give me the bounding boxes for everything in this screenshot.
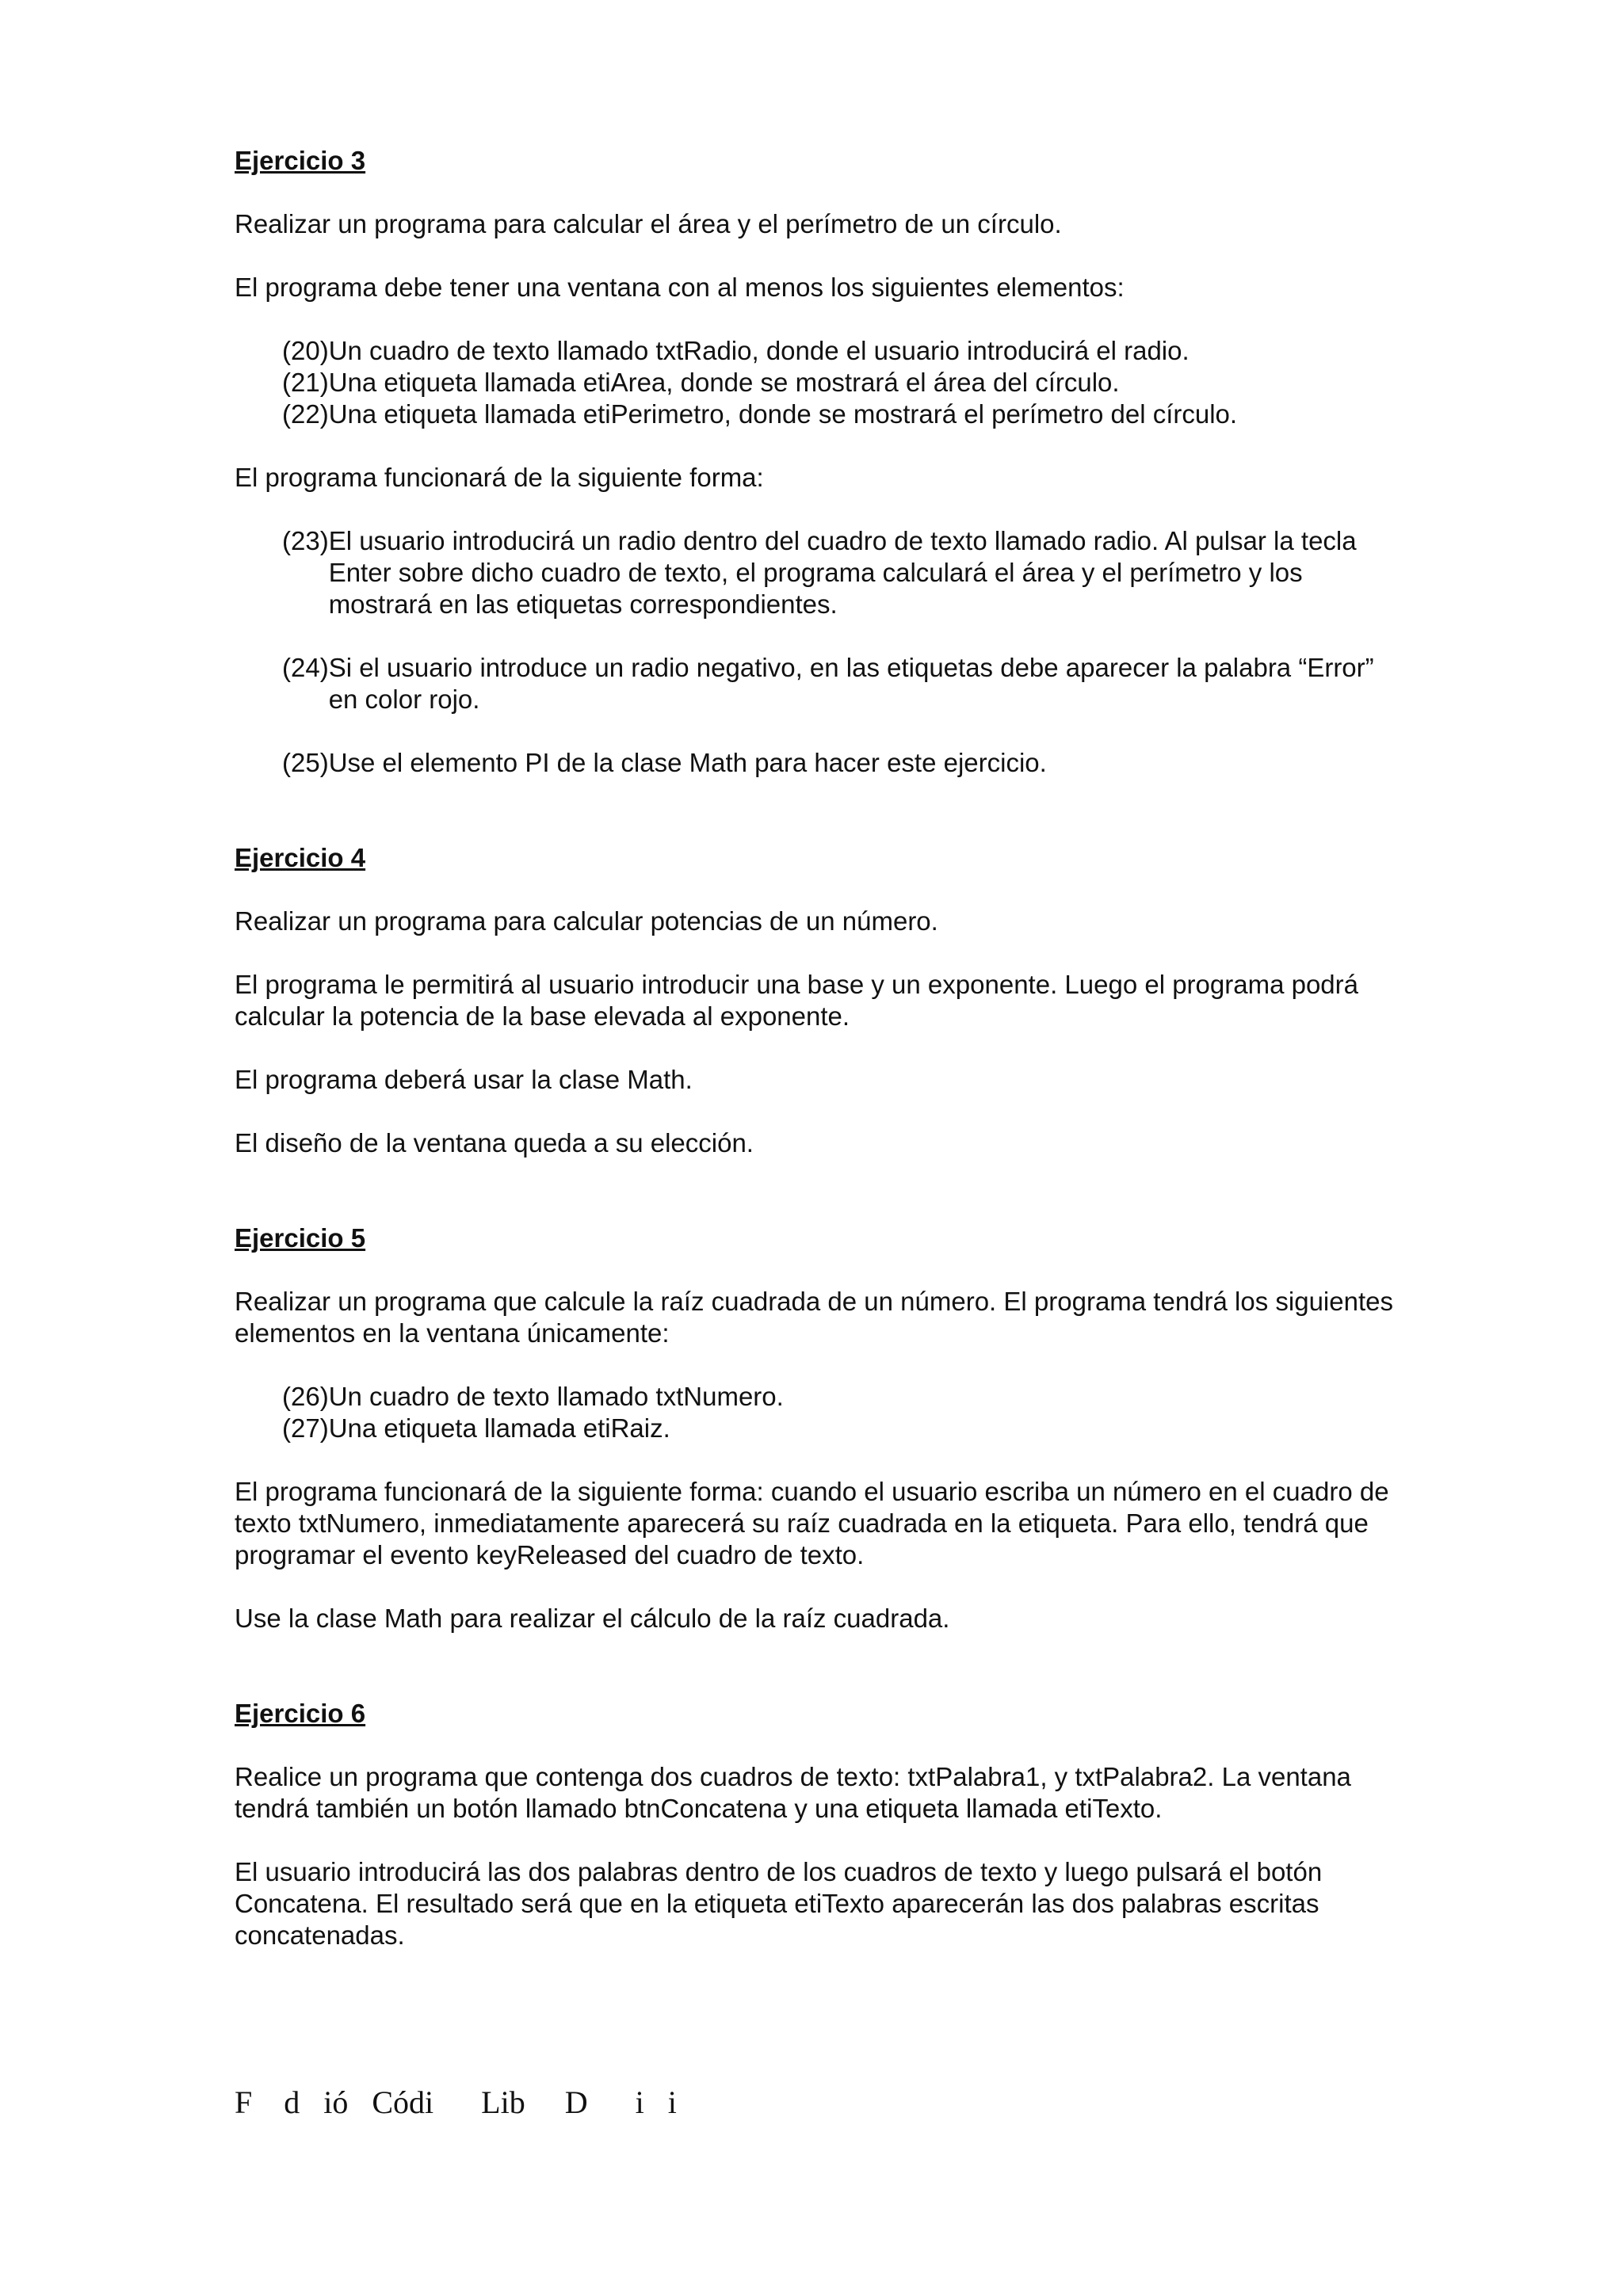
ex3-paragraph-1: Realizar un programa para calcular el área y el perímetro de un círculo. (235, 209, 1062, 238)
ex3-elements-list (235, 335, 1400, 430)
list-item-number: (27) (282, 1413, 329, 1443)
section-spacer (235, 1191, 1400, 1222)
ex5-elements-list (235, 1381, 1400, 1444)
ex6-paragraph-2: El usuario introducirá las dos palabras dentro de los cuadros de texto y luego pulsará el botón Concatena. El resultado será que en la etiqueta etiTexto aparecerán las dos palabras escritas concatenadas. (235, 1857, 1323, 1950)
ex5-title: Ejercicio 5 (235, 1223, 366, 1253)
list-item-number: (23) (282, 526, 329, 555)
list-item-text: Un cuadro de texto llamado txtRadio, donde el usuario introducirá el radio. (328, 336, 1190, 365)
ex5-paragraph-2: El programa funcionará de la siguiente forma: cuando el usuario escriba un número en el cuadro de texto txtNumero, inmediatamente aparecerá su raíz cuadrada en la etiqueta. Para ello, tendrá que programar el evento keyReleased del cuadro de texto. (235, 1477, 1389, 1569)
list-item (235, 525, 1400, 620)
ex6-paragraph-1: Realice un programa que contenga dos cuadros de texto: txtPalabra1, y txtPalabra2. La ventana tendrá también un botón llamado btnConcatena y una etiqueta llamada etiTexto. (235, 1762, 1351, 1823)
ex3-behaviour-item-24 (235, 652, 1400, 715)
list-item (235, 1413, 1400, 1444)
ex4-paragraph-4: El diseño de la ventana queda a su elección. (235, 1128, 754, 1158)
page-footer: F d ió Códi Lib D i i (235, 2084, 677, 2120)
section-spacer (235, 810, 1400, 842)
ex3-title: Ejercicio 3 (235, 146, 366, 175)
ex4-paragraph-3: El programa deberá usar la clase Math. (235, 1065, 693, 1094)
list-item-number: (26) (282, 1382, 329, 1411)
list-item (235, 747, 1400, 779)
ex4-title: Ejercicio 4 (235, 843, 366, 872)
list-item-text: El usuario introducirá un radio dentro del cuadro de texto llamado radio. Al pulsar la tecla Enter sobre dicho cuadro de texto, el programa calculará el área y el perímetro y los mostrará en las etiquetas correspondientes. (328, 526, 1357, 619)
list-item (235, 335, 1400, 367)
ex5-paragraph-3: Use la clase Math para realizar el cálculo de la raíz cuadrada. (235, 1604, 950, 1633)
list-item-text: Una etiqueta llamada etiRaiz. (328, 1413, 670, 1443)
list-item (235, 652, 1400, 715)
document-body (235, 145, 1400, 1983)
list-item-text: Una etiqueta llamada etiPerimetro, donde se mostrará el perímetro del círculo. (328, 399, 1238, 429)
list-item-text: Una etiqueta llamada etiArea, donde se mostrará el área del círculo. (328, 368, 1120, 397)
list-item (235, 399, 1400, 430)
list-item-number: (21) (282, 368, 329, 397)
list-item-text: Si el usuario introduce un radio negativo, en las etiquetas debe aparecer la palabra “Error” en color rojo. (328, 653, 1374, 714)
ex3-paragraph-3: El programa funcionará de la siguiente forma: (235, 463, 764, 492)
ex5-paragraph-1: Realizar un programa que calcule la raíz cuadrada de un número. El programa tendrá los siguientes elementos en la ventana únicamente: (235, 1287, 1393, 1348)
list-item (235, 1381, 1400, 1413)
list-item-number: (24) (282, 653, 329, 682)
list-item-text: Use el elemento PI de la clase Math para hacer este ejercicio. (328, 748, 1047, 777)
section-spacer (235, 1666, 1400, 1698)
ex3-paragraph-2: El programa debe tener una ventana con al menos los siguientes elementos: (235, 273, 1125, 302)
list-item-number: (25) (282, 748, 329, 777)
ex4-paragraph-2: El programa le permitirá al usuario introducir una base y un exponente. Luego el programa podrá calcular la potencia de la base elevada al exponente. (235, 970, 1359, 1031)
ex6-title: Ejercicio 6 (235, 1699, 366, 1728)
list-item-text: Un cuadro de texto llamado txtNumero. (328, 1382, 784, 1411)
list-item-number: (22) (282, 399, 329, 429)
ex4-paragraph-1: Realizar un programa para calcular potencias de un número. (235, 906, 938, 936)
ex3-behaviour-item-25 (235, 747, 1400, 779)
list-item (235, 367, 1400, 399)
ex3-behaviour-item-23 (235, 525, 1400, 620)
list-item-number: (20) (282, 336, 329, 365)
